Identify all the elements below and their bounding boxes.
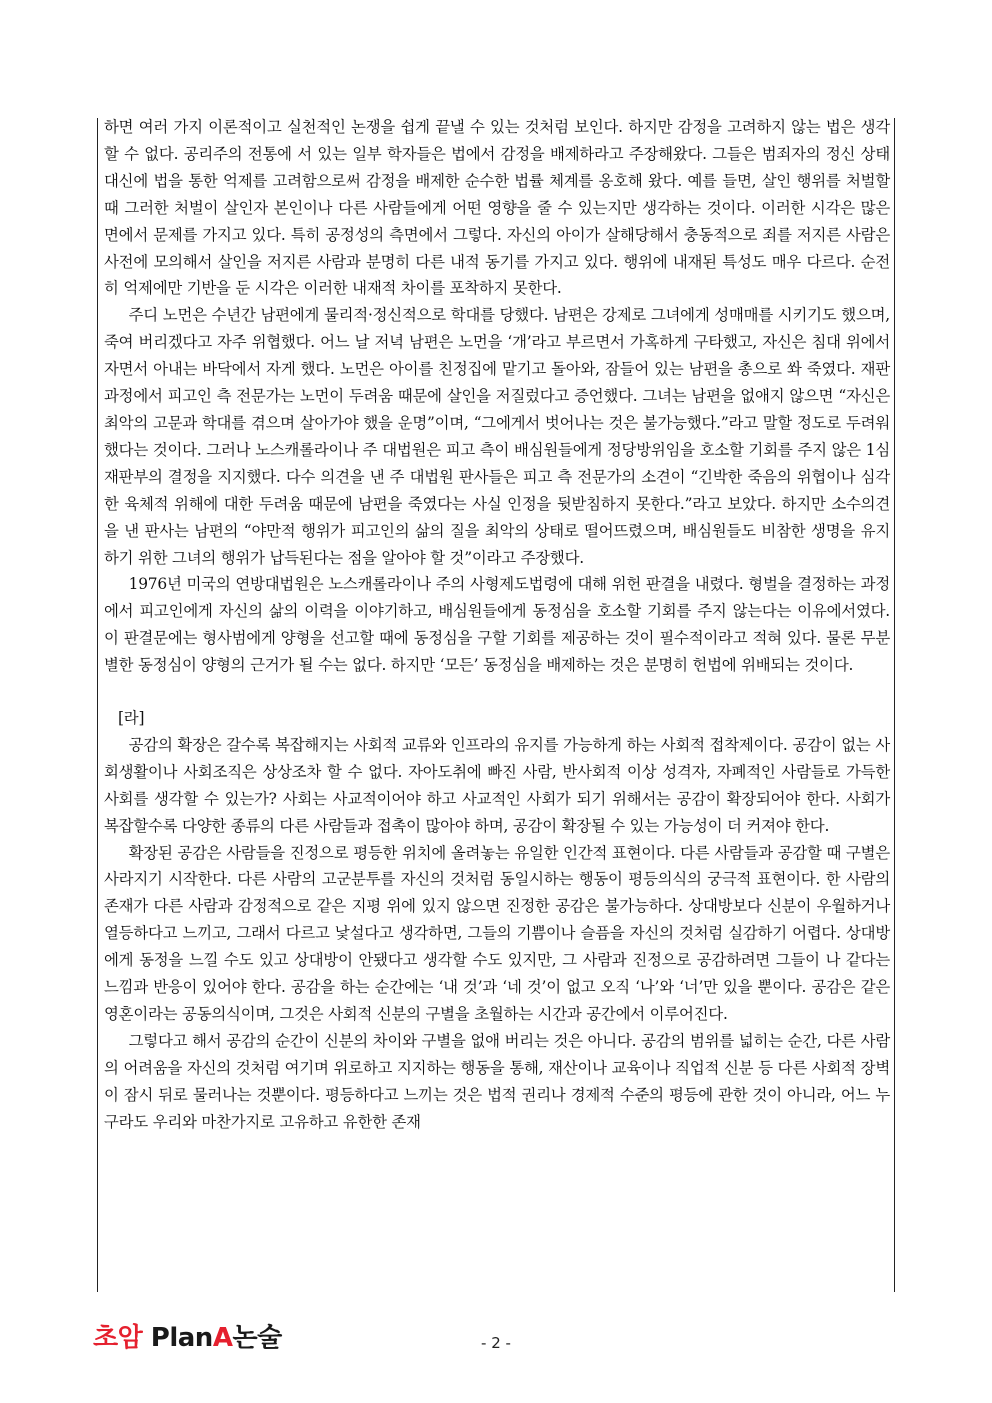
logo-text-nonsul: 논술 [232,1323,282,1353]
logo-text-plan: Plan [150,1323,213,1353]
body-paragraph: 확장된 공감은 사람들을 진정으로 평등한 위치에 올려놓는 유일한 인간적 표현이다. 다른 사람들과 공감할 때 구별은 사라지기 시작한다. 다른 사람의 고군분투를 자신의 것처럼 동일시하는 행동이 평등의식의 궁극적 표현이다. 한 사람의 존재가 다른 사람과 감정적으로 같은 지평 위에 있지 않으면 진정한 공감은 불가능하다. 상대방보다 신분이 우월하거나 열등하다고 느끼고, 그래서 다르고 낯설다고 생각하면, 그들의 기쁨이나 슬픔을 자신의 것처럼 실감하기 어렵다. 상대방에게 동정을 느낄 수도 있고 상대방이 안됐다고 생각할 수도 있지만, 그 사람과 진정으로 공감하려면 그들이 나 같다는 느낌과 반응이 있어야 한다. 공감을 하는 순간에는 ‘내 것’과 ‘네 것’이 없고 오직 ‘나’와 ‘너’만 있을 뿐이다. 공감은 같은 영혼이라는 공동의식이며, 그것은 사회적 신분의 구별을 초월하는 시간과 공간에서 이루어진다. [104,843,890,1023]
document-body [104,114,890,1136]
body-paragraph: 공감의 확장은 갈수록 복잡해지는 사회적 교류와 인프라의 유지를 가능하게 하는 사회적 접착제이다. 공감이 없는 사회생활이나 사회조직은 상상조차 할 수 없다. 자아도취에 빠진 사람, 반사회적 이상 성격자, 자폐적인 사람들로 가득한 사회를 생각할 수 있는가? 사회는 사교적이어야 하고 사교적인 사회가 되기 위해서는 공감이 확장되어야 한다. 사회가 복잡할수록 다양한 종류의 다른 사람들과 접촉이 많아야 하며, 공감이 확장될 수 있는 가능성이 더 커져야 한다. [104,735,890,835]
body-paragraph: 1976년 미국의 연방대법원은 노스캐롤라이나 주의 사형제도법령에 대해 위헌 판결을 내렸다. 형벌을 결정하는 과정에서 피고인에게 자신의 삶의 이력을 이야기하고, 배심원들에게 동정심을 호소할 기회를 주지 않는다는 이유에서였다. 이 판결문에는 형사범에게 양형을 선고할 때에 동정심을 구할 기회를 제공하는 것이 필수적이라고 적혀 있다. 물론 무분별한 동정심이 양형의 근거가 될 수는 없다. 하지만 ‘모든’ 동정심을 배제하는 것은 분명히 헌법에 위배되는 것이다. [104,575,890,675]
body-paragraph: 하면 여러 가지 이론적이고 실천적인 논쟁을 쉽게 끝낼 수 있는 것처럼 보인다. 하지만 감정을 고려하지 않는 법은 생각할 수 없다. 공리주의 전통에 서 있는 일부 학자들은 법에서 감정을 배제하라고 주장해왔다. 그들은 범죄자의 정신 상태 대신에 법을 통한 억제를 고려함으로써 감정을 배제한 순수한 법률 체계를 옹호해 왔다. 예를 들면, 살인 행위를 처벌할 때 그러한 처벌이 살인자 본인이나 다른 사람들에게 어떤 영향을 줄 수 있는지만 생각하는 것이다. 이러한 시각은 많은 면에서 문제를 가지고 있다. 특히 공정성의 측면에서 그렇다. 자신의 아이가 살해당해서 충동적으로 죄를 저지른 사람은 사전에 모의해서 살인을 저지른 사람과 분명히 다른 내적 동기를 가지고 있다. 행위에 내재된 특성도 매우 다르다. 순전히 억제에만 기반을 둔 시각은 이러한 내재적 차이를 포착하지 못한다. [104,118,890,298]
brand-logo [93,1318,282,1358]
section-label: [라] [118,709,145,728]
logo-text-choam: 초암 [93,1323,143,1353]
paragraph-gap [104,679,890,705]
page-number: - 2 - [481,1334,511,1352]
body-paragraph: 주디 노먼은 수년간 남편에게 물리적·정신적으로 학대를 당했다. 남편은 강제로 그녀에게 성매매를 시키기도 했으며, 죽여 버리겠다고 자주 위협했다. 어느 날 저녁 남편은 노먼을 ‘개’라고 부르면서 가혹하게 구타했고, 자신은 침대 위에서 자면서 아내는 바닥에서 자게 했다. 노먼은 아이를 친정집에 맡기고 돌아와, 잠들어 있는 남편을 총으로 쏴 죽였다. 재판 과정에서 피고인 측 전문가는 노먼이 두려움 때문에 살인을 저질렀다고 증언했다. 그녀는 남편을 없애지 않으면 “자신은 최악의 고문과 학대를 겪으며 살아가야 했을 운명”이며, “그에게서 벗어나는 것은 불가능했다.”라고 말할 정도로 두려워했다는 것이다. 그러나 노스캐롤라이나 주 대법원은 피고 측이 배심원들에게 정당방위임을 호소할 기회를 주지 않은 1심 재판부의 결정을 지지했다. 다수 의견을 낸 주 대법원 판사들은 피고 측 전문가의 소견이 “긴박한 죽음의 위협이나 심각한 육체적 위해에 대한 두려움 때문에 남편을 죽였다는 사실 인정을 뒷받침하지 못한다.”라고 보았다. 하지만 소수의견을 낸 판사는 남편의 “야만적 행위가 피고인의 삶의 질을 최악의 상태로 떨어뜨렸으며, 배심원들도 비참한 생명을 유지하기 위한 그녀의 행위가 납득된다는 점을 알아야 할 것”이라고 주장했다. [104,306,890,567]
logo-text-a: A [212,1323,233,1353]
body-paragraph: 그렇다고 해서 공감의 순간이 신분의 차이와 구별을 없애 버리는 것은 아니다. 공감의 범위를 넓히는 순간, 다른 사람의 어려움을 자신의 것처럼 여기며 위로하고 지지하는 행동을 통해, 재산이나 교육이나 직업적 신분 등 다른 사회적 장벽이 잠시 뒤로 물러나는 것뿐이다. 평등하다고 느끼는 것은 법적 권리나 경제적 수준의 평등에 관한 것이 아니라, 어느 누구라도 우리와 마찬가지로 고유하고 유한한 존재 [104,1031,890,1131]
